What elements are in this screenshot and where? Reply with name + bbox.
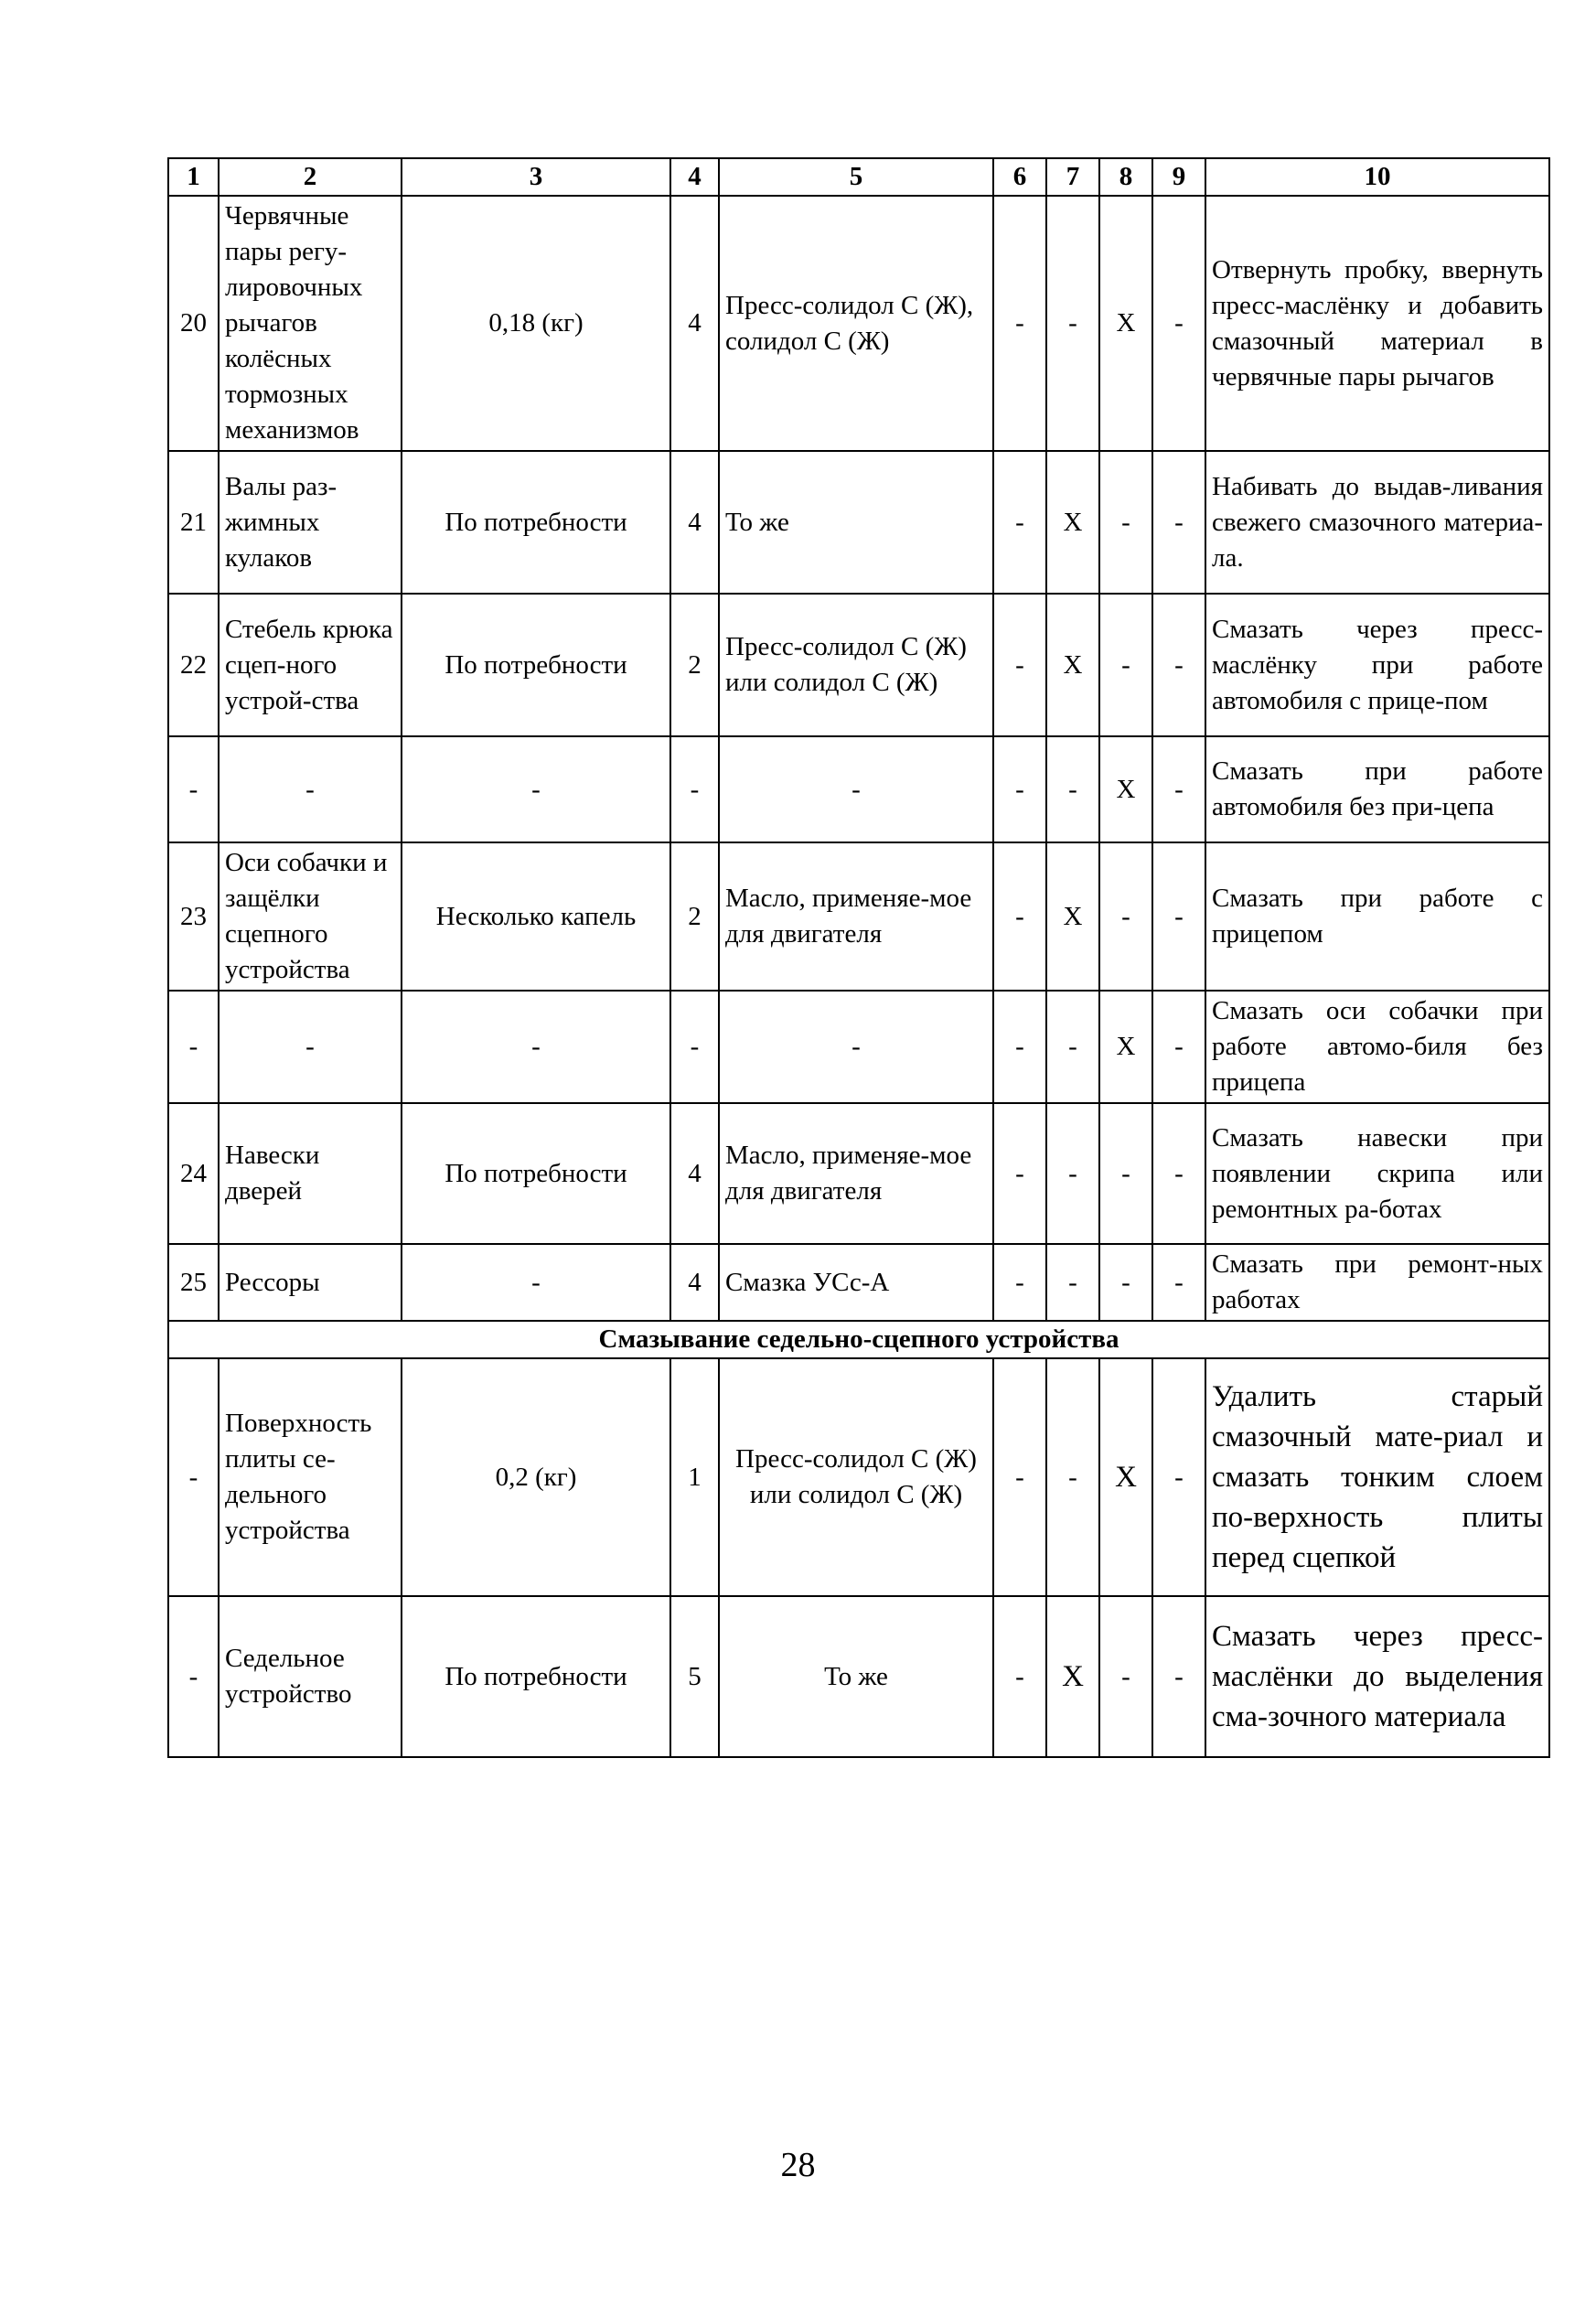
quantity: - (402, 991, 670, 1103)
period-mark: Х (1046, 1596, 1099, 1757)
header-cell: 7 (1046, 158, 1099, 196)
lubrication-point: - (219, 991, 402, 1103)
period-mark: Х (1046, 842, 1099, 991)
period-mark: - (1152, 451, 1205, 594)
period-mark: Х (1099, 1358, 1152, 1596)
period-mark: - (993, 196, 1046, 451)
lubricant: Пресс-солидол С (Ж) или солидол С (Ж) (719, 1358, 993, 1596)
period-mark: - (1046, 736, 1099, 842)
lubrication-point: Седельное устройство (219, 1596, 402, 1757)
period-mark: - (1152, 196, 1205, 451)
table-row (168, 991, 1549, 1103)
table-row (168, 594, 1549, 736)
header-cell: 10 (1205, 158, 1549, 196)
period-mark: - (1099, 594, 1152, 736)
quantity: По потребности (402, 1596, 670, 1757)
quantity: 0,18 (кг) (402, 196, 670, 451)
lubricant: - (719, 736, 993, 842)
lubricant: Пресс-солидол С (Ж), солидол С (Ж) (719, 196, 993, 451)
points-count: 1 (670, 1358, 719, 1596)
header-cell: 6 (993, 158, 1046, 196)
instructions: Удалить старый смазочный мате-риал и смазать тонким слоем по-верхность плиты перед сцепкой (1205, 1358, 1549, 1596)
period-mark: - (1152, 991, 1205, 1103)
lubrication-point: Оси собачки и защёлки сцепного устройства (219, 842, 402, 991)
period-mark: - (1046, 1244, 1099, 1321)
points-count: 5 (670, 1596, 719, 1757)
header-cell: 8 (1099, 158, 1152, 196)
period-mark: - (1099, 1103, 1152, 1244)
row-number: 23 (168, 842, 219, 991)
points-count: - (670, 736, 719, 842)
quantity: - (402, 1244, 670, 1321)
header-cell: 9 (1152, 158, 1205, 196)
period-mark: - (1152, 736, 1205, 842)
instructions: Смазать оси собачки при работе автомо-биля без прицепа (1205, 991, 1549, 1103)
table-row (168, 196, 1549, 451)
lubrication-point: Валы раз-жимных кулаков (219, 451, 402, 594)
row-number: 20 (168, 196, 219, 451)
period-mark: - (1046, 1103, 1099, 1244)
row-number: 25 (168, 1244, 219, 1321)
table-row (168, 1103, 1549, 1244)
row-number: - (168, 1596, 219, 1757)
row-number: - (168, 1358, 219, 1596)
lubricant: Пресс-солидол С (Ж) или солидол С (Ж) (719, 594, 993, 736)
column-number-row (168, 158, 1549, 196)
instructions: Смазать при ремонт-ных работах (1205, 1244, 1549, 1321)
points-count: 4 (670, 1103, 719, 1244)
period-mark: Х (1099, 196, 1152, 451)
period-mark: - (1152, 1596, 1205, 1757)
period-mark: - (1046, 991, 1099, 1103)
lubricant: Масло, применяе-мое для двигателя (719, 1103, 993, 1244)
period-mark: Х (1099, 736, 1152, 842)
period-mark: - (1152, 594, 1205, 736)
quantity: По потребности (402, 594, 670, 736)
header-cell: 3 (402, 158, 670, 196)
period-mark: - (993, 1358, 1046, 1596)
lubricant: - (719, 991, 993, 1103)
lubricant: То же (719, 1596, 993, 1757)
row-number: 21 (168, 451, 219, 594)
table-row (168, 842, 1549, 991)
period-mark: - (1152, 1358, 1205, 1596)
period-mark: Х (1046, 451, 1099, 594)
lubrication-point: Червячные пары регу-лировочных рычагов колёсных тормозных механизмов (219, 196, 402, 451)
period-mark: - (993, 736, 1046, 842)
lubrication-table (167, 157, 1550, 1758)
period-mark: - (1152, 842, 1205, 991)
quantity: По потребности (402, 451, 670, 594)
period-mark: - (1099, 451, 1152, 594)
instructions: Смазать через пресс-маслёнку при работе автомобиля с прице-пом (1205, 594, 1549, 736)
lubricant: Смазка УСс-А (719, 1244, 993, 1321)
points-count: 2 (670, 842, 719, 991)
lubricant: То же (719, 451, 993, 594)
quantity: Несколько капель (402, 842, 670, 991)
quantity: По потребности (402, 1103, 670, 1244)
header-cell: 2 (219, 158, 402, 196)
points-count: - (670, 991, 719, 1103)
table-row (168, 1358, 1549, 1596)
instructions: Отвернуть пробку, ввернуть пресс-маслёнку и добавить смазочный материал в червячные пары рычагов (1205, 196, 1549, 451)
row-number: 22 (168, 594, 219, 736)
page-number: 28 (780, 2146, 816, 2184)
period-mark: - (1099, 1244, 1152, 1321)
lubrication-point: Стебель крюка сцеп-ного устрой-ства (219, 594, 402, 736)
row-number: 24 (168, 1103, 219, 1244)
period-mark: - (993, 594, 1046, 736)
period-mark: - (993, 1103, 1046, 1244)
period-mark: - (1152, 1103, 1205, 1244)
table-row (168, 451, 1549, 594)
lubrication-point: Поверхность плиты се-дельного устройства (219, 1358, 402, 1596)
period-mark: - (1046, 196, 1099, 451)
points-count: 4 (670, 196, 719, 451)
period-mark: - (993, 842, 1046, 991)
lubrication-point: Навески дверей (219, 1103, 402, 1244)
header-cell: 1 (168, 158, 219, 196)
instructions: Смазать через пресс-маслёнки до выделения сма-зочного материала (1205, 1596, 1549, 1757)
period-mark: - (993, 1596, 1046, 1757)
period-mark: Х (1099, 991, 1152, 1103)
points-count: 4 (670, 1244, 719, 1321)
table-row (168, 1596, 1549, 1757)
instructions: Набивать до выдав-ливания свежего смазочного материа-ла. (1205, 451, 1549, 594)
row-number: - (168, 736, 219, 842)
points-count: 2 (670, 594, 719, 736)
period-mark: Х (1046, 594, 1099, 736)
period-mark: - (1152, 1244, 1205, 1321)
quantity: - (402, 736, 670, 842)
period-mark: - (1099, 1596, 1152, 1757)
points-count: 4 (670, 451, 719, 594)
period-mark: - (993, 991, 1046, 1103)
lubricant: Масло, применяе-мое для двигателя (719, 842, 993, 991)
period-mark: - (993, 1244, 1046, 1321)
section-title: Смазывание седельно-сцепного устройства (168, 1321, 1549, 1358)
quantity: 0,2 (кг) (402, 1358, 670, 1596)
instructions: Смазать навески при появлении скрипа или ремонтных ра-ботах (1205, 1103, 1549, 1244)
period-mark: - (1099, 842, 1152, 991)
section-header-row (168, 1321, 1549, 1358)
period-mark: - (1046, 1358, 1099, 1596)
table-row (168, 736, 1549, 842)
row-number: - (168, 991, 219, 1103)
header-cell: 4 (670, 158, 719, 196)
instructions: Смазать при работе с прицепом (1205, 842, 1549, 991)
period-mark: - (993, 451, 1046, 594)
table-row (168, 1244, 1549, 1321)
lubrication-point: - (219, 736, 402, 842)
instructions: Смазать при работе автомобиля без при-цепа (1205, 736, 1549, 842)
header-cell: 5 (719, 158, 993, 196)
lubrication-point: Рессоры (219, 1244, 402, 1321)
